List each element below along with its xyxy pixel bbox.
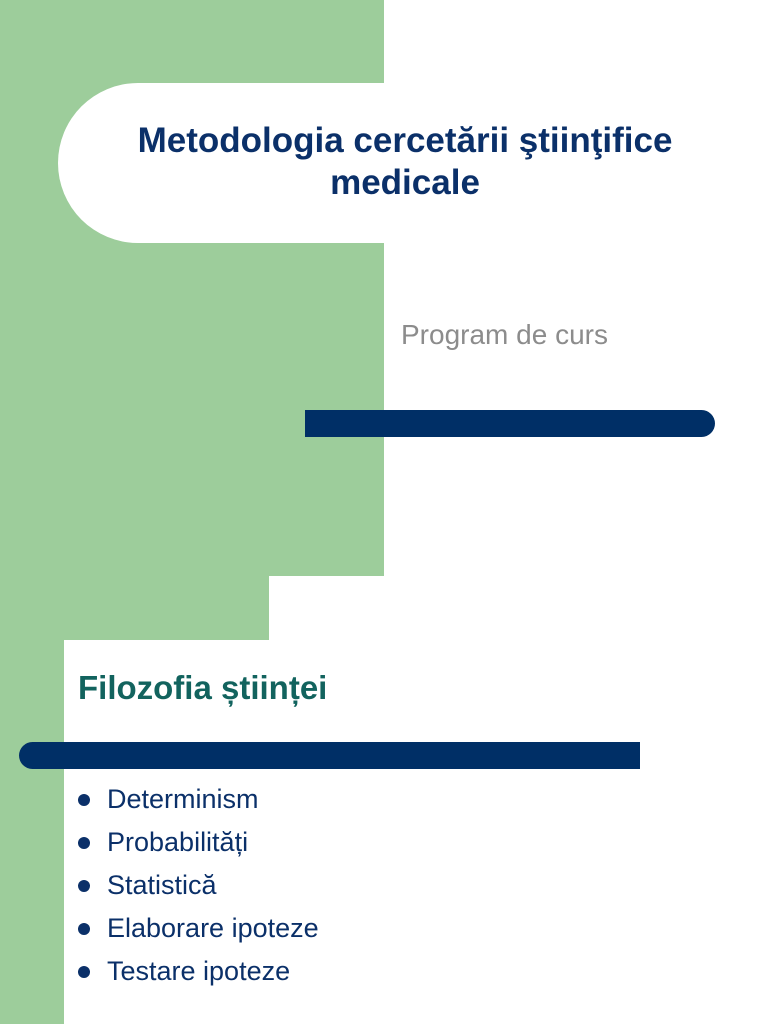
slide-1-subtitle: Program de curs: [401, 319, 608, 350]
bullet-text: Probabilități: [107, 827, 249, 857]
bullet-item: [78, 907, 319, 950]
bullet-text: Determinism: [107, 784, 259, 814]
bullet-item: [78, 821, 319, 864]
slide-2-bullet-list: [78, 778, 319, 993]
bullet-text: Elaborare ipoteze: [107, 913, 319, 943]
bullet-text: Testare ipoteze: [107, 956, 291, 986]
bullet-dot-icon: [78, 966, 90, 978]
bullet-dot-icon: [78, 794, 90, 806]
bullet-item: [78, 864, 319, 907]
bullet-dot-icon: [78, 880, 90, 892]
slide-1-title: Metodologia cercetării ştiinţifice medicale: [137, 121, 673, 202]
bullet-item: [78, 778, 319, 821]
slide-2-green-side-panel: [0, 640, 64, 1024]
bullet-dot-icon: [78, 837, 90, 849]
bullet-dot-icon: [78, 923, 90, 935]
slide-2-accent-bar: [19, 742, 640, 769]
bullet-item: [78, 950, 319, 993]
slide-1-accent-bar: [305, 410, 715, 437]
bullet-text: Statistică: [107, 870, 217, 900]
slide-2-green-top-block: [0, 576, 269, 640]
slide-2-title: Filozofia științei: [78, 669, 328, 706]
